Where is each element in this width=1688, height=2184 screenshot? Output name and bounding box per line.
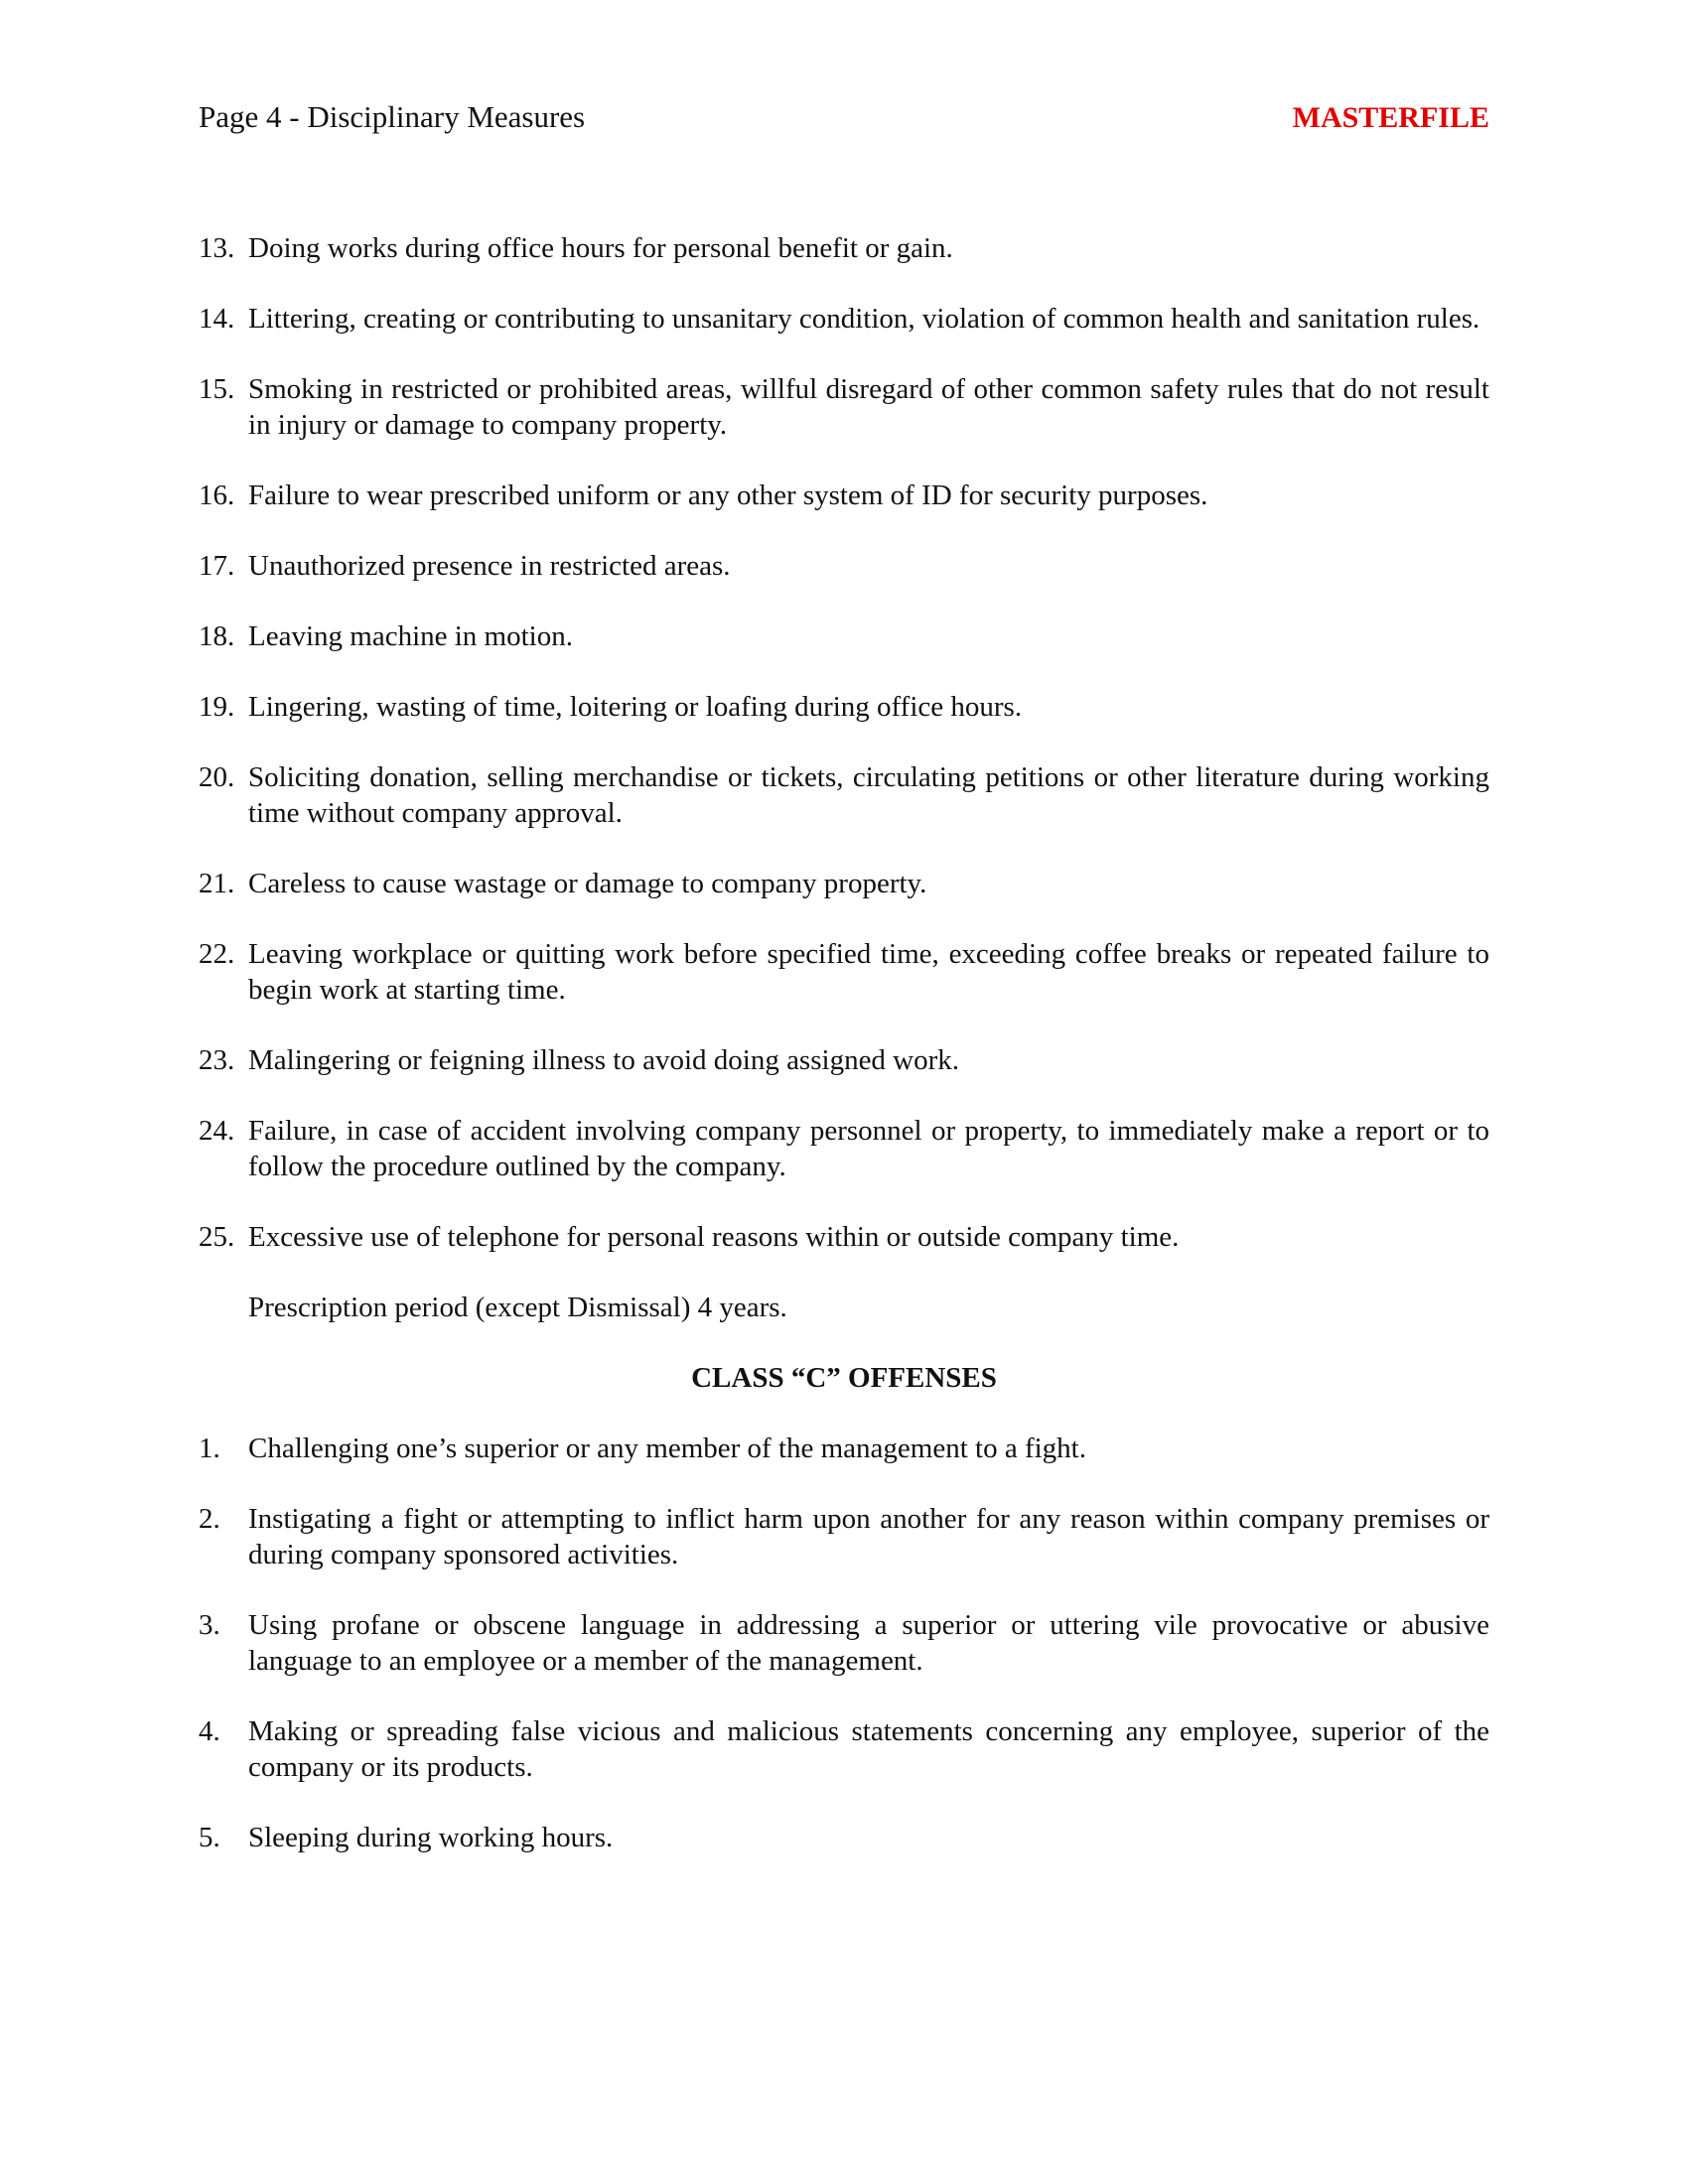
class-c-list: [199, 1431, 1489, 1855]
list-item: [199, 1713, 1489, 1785]
item-text: Soliciting donation, selling merchandise or tickets, circulating petitions or other literature during working time without company approval.: [248, 761, 1489, 829]
item-number: 19.: [199, 691, 235, 723]
item-number: 21.: [199, 868, 235, 899]
item-text: Challenging one’s superior or any member of the management to a fight.: [248, 1433, 1086, 1464]
list-item: [199, 548, 1489, 584]
document-body: [199, 230, 1489, 1890]
item-text: Malingering or feigning illness to avoid doing assigned work.: [248, 1044, 960, 1076]
item-text: Smoking in restricted or prohibited areas, willful disregard of other common safety rules that do not result in injury or damage to company property.: [248, 373, 1489, 441]
item-text: Failure, in case of accident involving company personnel or property, to immediately make a report or to follow the procedure outlined by the company.: [248, 1115, 1489, 1182]
list-item: [199, 618, 1489, 654]
item-text: Leaving workplace or quitting work before specified time, exceeding coffee breaks or repeated failure to begin work at starting time.: [248, 938, 1489, 1006]
item-number: 16.: [199, 479, 235, 511]
item-text: Doing works during office hours for personal benefit or gain.: [248, 232, 953, 264]
list-item: [199, 478, 1489, 513]
item-number: 5.: [199, 1822, 220, 1853]
item-number: 24.: [199, 1115, 235, 1147]
item-text: Sleeping during working hours.: [248, 1822, 614, 1853]
list-item: [199, 1607, 1489, 1679]
page-header: [199, 99, 1489, 143]
list-item: [199, 866, 1489, 901]
item-text: Making or spreading false vicious and malicious statements concerning any employee, superior of the company or its products.: [248, 1715, 1489, 1783]
list-item: [199, 371, 1489, 443]
item-text: Failure to wear prescribed uniform or any other system of ID for security purposes.: [248, 479, 1208, 511]
list-item: [199, 1219, 1489, 1255]
item-number: 2.: [199, 1503, 220, 1535]
list-item: [199, 1501, 1489, 1572]
item-number: 14.: [199, 303, 235, 335]
list-item: [199, 1431, 1489, 1466]
item-number: 23.: [199, 1044, 235, 1076]
item-text: Using profane or obscene language in addressing a superior or uttering vile provocative or abusive language to an employee or a member of the management.: [248, 1609, 1489, 1677]
item-number: 22.: [199, 938, 235, 970]
item-number: 1.: [199, 1433, 220, 1464]
item-text: Littering, creating or contributing to unsanitary condition, violation of common health and sanitation rules.: [248, 303, 1480, 335]
item-text: Careless to cause wastage or damage to company property.: [248, 868, 927, 899]
item-number: 13.: [199, 232, 235, 264]
item-number: 25.: [199, 1221, 235, 1253]
item-text: Instigating a fight or attempting to inflict harm upon another for any reason within company premises or during company sponsored activities.: [248, 1503, 1489, 1570]
list-item: [199, 1042, 1489, 1078]
item-text: Lingering, wasting of time, loitering or loafing during office hours.: [248, 691, 1023, 723]
list-item: [199, 301, 1489, 337]
item-text: Unauthorized presence in restricted areas.: [248, 550, 731, 582]
list-item: [199, 1113, 1489, 1184]
list-item: [199, 759, 1489, 831]
item-text: Excessive use of telephone for personal reasons within or outside company time.: [248, 1221, 1180, 1253]
list-item: [199, 689, 1489, 725]
item-number: 15.: [199, 373, 235, 405]
item-number: 20.: [199, 761, 235, 793]
item-number: 17.: [199, 550, 235, 582]
class-c-heading: CLASS “C” OFFENSES: [691, 1362, 997, 1394]
item-number: 3.: [199, 1609, 220, 1641]
list-item: [199, 1820, 1489, 1855]
item-text: Leaving machine in motion.: [248, 620, 573, 652]
item-number: 18.: [199, 620, 235, 652]
masterfile-label: MASTERFILE: [1292, 101, 1489, 134]
list-item: [199, 230, 1489, 266]
prescription-period: Prescription period (except Dismissal) 4 years.: [248, 1292, 787, 1323]
header-title: Page 4 - Disciplinary Measures: [199, 99, 586, 134]
class-b-list: [199, 230, 1489, 1255]
item-number: 4.: [199, 1715, 220, 1747]
list-item: [199, 936, 1489, 1008]
